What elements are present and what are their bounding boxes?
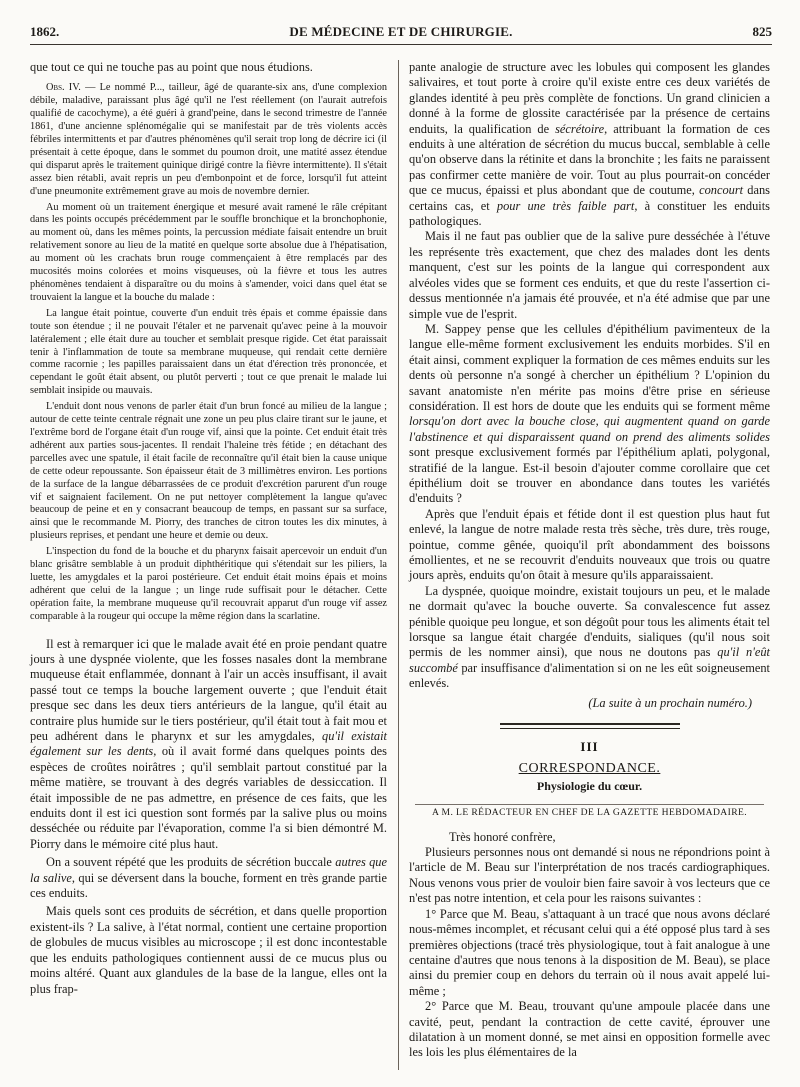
text-run: Il est à remarquer ici que le malade avait été en proie pendant quatre jours à une dyspnée violente, que les fosses nasales dont la membrane muqueuse était enflammée, donnant à l'air un accès insuffisant, il avait passé tout ce temps la bouche largement ouverte ; que l'enduit était presque sec dans les deux tiers antérieurs de la langue, qu'il était au contraire plus humide sur le tiers postérieur, qu'il était tout à fait mou et peu adhérent dans le pharynx et sur les amygdales, <box>30 636 387 743</box>
text-run: , où il avait formé dans quelques points des espèces de croûtes noirâtres ; qu'il semblait partout constitué par la même matière, se trouvant à des degrés variables de dessiccation. Il était impossible de ne pas admettre, en présence de ces faits, que les enduits dont il est ici question sont formés par la salive plus ou moins desséchée ou réduite par l'évaporation, comme l'a si bien démontré M. Piorry dans le mémoire cité plus haut. <box>30 744 387 851</box>
observation-label: Obs. IV. <box>46 82 81 94</box>
letter-salutation: Très honoré confrère, <box>449 830 556 845</box>
header-page-number: 825 <box>752 24 772 39</box>
section-numeral: III <box>580 739 599 755</box>
right-column <box>409 60 770 1061</box>
text-run: La dyspnée, quoique moindre, existait toujours un peu, et le malade ne dormait qu'avec la bouche ouverte. Sa convalescence fut assez pénible quoique peu longue, et son dégoût pour tous les aliments était tel lorsque sa langue était chargée d'enduits, sialiques (qu'il nous soit permis de les nommer ainsi), que nous ne doutons pas <box>409 583 770 660</box>
right-paragraph <box>409 60 770 229</box>
right-paragraph <box>409 322 770 507</box>
left-paragraph <box>30 855 387 901</box>
text-run: , à constituer les enduits pathologiques. <box>409 198 770 229</box>
observation-text: — Le nommé P..., tailleur, âgé de quarante-six ans, d'une complexion débile, maladive, paraissant plus âgé qu'il ne l'est réellement (on l'aurait autrefois qualifié de cacochyme), a été guéri à grand'peine, dans le second trimestre de l'année 1861, d'une ancienne splénomégalie qui se manifestait par de très violents accès fébriles intermittents et par d'autres phénomènes qu'il serait trop long de décrire ici (il présentait à cette époque, dans le sommet du poumon droit, une matité assez étendue qui disparut après le traitement quinique dirigé contre la fièvre intermittente). Il s'était assez bien rétabli, avait repris un peu d'embonpoint et de force, lorsqu'il fut atteint d'une pneumonite extrêmement grave au mois de novembre dernier. <box>30 82 387 197</box>
right-paragraph <box>409 584 770 692</box>
left-paragraph: L'enduit dont nous venons de parler était d'un brun foncé au milieu de la langue ; autour de cette teinte centrale régnait une zone un peu plus claire tirant sur le jaune, et l'extrême bord de l'organe était d'un rouge vif, ainsi que la pointe. Cet enduit était très adhérent aux parties sous-jacentes. Il rendait l'haleine très fétide ; en détachant des parcelles avec une spatule, il était facile de reconnaître qu'il était bien la cause unique de cette odeur repoussante. Son épaisseur était de 3 millimètres environ. Les portions de la surface de la langue débarrassées de ce produit d'excrétion parurent d'un rouge vif et saignaient facilement. On ne put nettoyer complètement la langue qu'avec beaucoup de peine et en y consacrant beaucoup de temps, en passant sur sa surface, ainsi que le recommande M. Piorry, des tranches de citron toutes les dix minutes, à plusieurs reprises, et pendant une heure et demie ou deux. <box>30 401 387 542</box>
letter-paragraph: 2° Parce que M. Beau, trouvant qu'une ampoule placée dans une cavité, peut, pendant la contraction de cette cavité, éprouver une dilatation à un moment donné, se met ainsi en opposition formelle avec les lois les plus élémentaires de la <box>409 999 770 1060</box>
section-title: CORRESPONDANCE. <box>518 761 661 777</box>
running-header <box>30 22 772 45</box>
left-paragraph: Au moment où un traitement énergique et mesuré avait ramené le râle crépitant dans les points occupés précédemment par le souffle bronchique et la bronchophonie, au moment où, dans les mêmes points, la percussion médiate faisait entendre un bruit relativement sonore au lieu de la matité en quelque sorte absolue due à l'hépatisation, au moment où les crachats brun rouge commençaient à être remplacés par des mucosités moins colorées et moins visqueuses, où la fièvre et tous les autres phénomènes tendaient à disparaître ou du moins à s'amender, voici dans quel état se trouvaient la langue et la bouche du malade : <box>30 201 387 303</box>
text-run: par insuffisance d'alimentation si on ne les eût soigneusement enlevés. <box>409 660 770 691</box>
left-paragraph: que tout ce qui ne touche pas au point que nous étudions. <box>30 60 313 74</box>
letter-paragraph: Plusieurs personnes nous ont demandé si nous ne répondrions point à l'article de M. Beau sur l'interprétation de nos tracés cardiographiques. Nous venons vous prier de vouloir bien faire savoir à vos lecteurs que ce n'est pas notre intention, et cela pour les raisons suivantes : <box>409 845 770 906</box>
text-run: , attribuant la formation de ces enduits à une altération de sécrétion du mucus buccal, semblable à celle qu'on observe dans la rétinite et dans la bronchite ; les faits ne paraissent pas confirmer cette manière de voir. Tout au plus pourrait-on concéder que ce mucus, épaissi et plus abondant que de coutume, <box>409 121 770 198</box>
emphasis-text: concourt <box>699 183 744 198</box>
text-run: , qui se déversent dans la bouche, forment en très grande partie ces enduits. <box>30 870 388 901</box>
text-run: dans certains cas, et <box>409 183 771 213</box>
text-run: On a souvent répété que les produits de sécrétion buccale <box>46 855 336 870</box>
text-run: pante analogie de structure avec les lobules qui composent les glandes salivaires, et tout porte à croire qu'il existe entre ces deux variétés de glandes identité à peu près complète de fonctions. Un grand clinicien a donné à la forme de glossite caractérisée par la présence de certains enduits, la qualification de <box>409 60 770 136</box>
right-paragraph: Mais il ne faut pas oublier que de la salive pure desséchée à l'étuve les représente très exactement, que chez des malades dont les dents manquent, c'est sur les points de la langue qui correspondent aux alvéoles vides que se forment ces enduits, et que du reste l'assertion ci-dessus mentionnée n'a jamais été prouvée, et n'a été admise que par une simple vue de l'esprit. <box>409 229 770 321</box>
header-journal-title: DE MÉDECINE ET DE CHIRURGIE. <box>289 24 513 39</box>
emphasis-text: autres que la salive <box>30 855 387 885</box>
text-run: M. Sappey pense que les cellules d'épithélium pavimenteux de la langue elle-même forment exclusivement les enduits morbides. S'il en était ainsi, comment expliquer la formation de ces mêmes enduits sur les dents où personne n'a songé à chercher un épithélium ? L'opinion du savant anatomiste n'en mérite pas moins d'être prise en sérieuse considération. Il est hors de doute que les enduits qui se forment même <box>409 321 770 413</box>
left-paragraph: Mais quels sont ces produits de sécrétion, et dans quelle proportion existent-ils ? La salive, à l'état normal, contient une certaine proportion de globules de mucus visibles au microscope ; il est donc incontestable que les enduits pathologiques contiennent aussi de ce mucus plus ou moins altéré. Quant aux glandules de la base de la langue, elles ont la plus frap- <box>30 904 387 996</box>
left-paragraph: L'inspection du fond de la bouche et du pharynx faisait apercevoir un enduit d'un blanc grisâtre semblable à un produit diphthéritique qui s'étendait sur les piliers, la luette, les amygdales et la paroi postérieure. Cet enduit était moins épais et moins adhérent que celui de la langue ; un linge rude suffisait pour le détacher. Cette opération faite, la membrane muqueuse qu'il recouvrait apparut d'un rouge vif assez comparable à la rougeur qui occupe la même région dans la scarlatine. <box>30 546 387 622</box>
header-year: 1862. <box>30 24 60 39</box>
section-separator-rule <box>500 723 680 729</box>
column-divider <box>398 60 399 1070</box>
text-run: sont presque exclusivement formés par l'épithélium aplati, polygonal, stratifié de la langue. Est-il besoin d'ajouter comme corollaire que cet épithélium doit se trouver en abondance dans toutes les variétés d'enduits ? <box>409 445 770 506</box>
right-paragraph: Après que l'enduit épais et fétide dont il est question plus haut fut enlevé, la langue de notre malade resta très sèche, très dure, très rouge, pointue, comme gênée, quoiqu'il prît abondamment des boissons émollientes, et ne se recouvrit d'enduits nouveaux que trois ou quatre jours après, enduits qu'on ôtait à mesure qu'ils apparaissaient. <box>409 506 770 583</box>
emphasis-text: pour une très faible part <box>496 198 635 213</box>
continuation-note: (La suite à un prochain numéro.) <box>588 695 752 710</box>
left-column <box>30 60 387 997</box>
letter-addressee: A M. LE RÉDACTEUR EN CHEF DE LA GAZETTE HEBDOMADAIRE. <box>415 804 764 818</box>
observation-paragraph <box>30 82 387 198</box>
emphasis-text: sécrétoire <box>555 121 605 136</box>
left-paragraph <box>30 637 387 853</box>
letter-paragraph: 1° Parce que M. Beau, s'attaquant à un tracé que nous avons déclaré nous-mêmes incomplet, et récusant celui qui a été opposé plus tard à ses premières objections (tracé très physiologique, tout à fait analogue à une centaine d'autres que nous tenons à la disposition de M. Beau), se place ainsi du premier coup en dehors du terrain où il nous avait appelé lui-même ; <box>409 906 770 998</box>
emphasis-text: qu'il existait également sur les dents <box>30 729 387 759</box>
section-subtitle: Physiologie du cœur. <box>536 779 643 794</box>
left-paragraph: La langue était pointue, couverte d'un enduit très épais et comme épaissie dans toute son étendue ; il ne pouvait l'étaler et ne parvenait qu'avec peine à la mouvoir latéralement ; elle était dure au toucher et semblait presque rigide. Cet état paraissait tenir à l'inflammation de toute sa membrane muqueuse, qui rendait cette dernière comme racornie ; les papilles paraissaient dans un état d'érection très prononcée, et cependant le goût était absent, ou plutôt perverti ; tout ce que prenait le malade lui semblait insipide ou mauvais. <box>30 307 387 397</box>
emphasis-text: lorsqu'on dort avec la bouche close, qui augmentent quand on garde l'abstinence et qui disparaissent quand on prend des aliments solides <box>409 414 770 444</box>
emphasis-text: qu'il n'eût succombé <box>409 645 770 675</box>
